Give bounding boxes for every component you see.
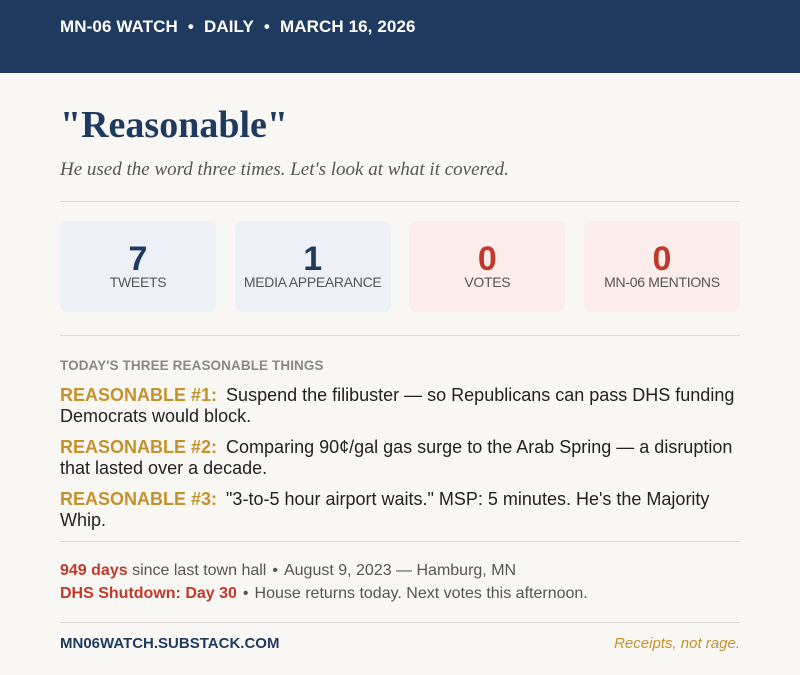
list-item [60, 489, 740, 531]
fact-separator: • [272, 562, 278, 579]
shutdown-counter: DHS Shutdown: Day 30 [60, 585, 237, 602]
stat-card-mn06-mentions [584, 221, 740, 312]
stat-label: TWEETS [109, 274, 167, 290]
divider [60, 622, 740, 623]
item-text: Comparing 90¢/gal gas surge to the Arab Spring — a disruption that lasted over a decade. [60, 437, 733, 478]
list-item [60, 437, 740, 479]
shutdown-detail: House returns today. Next votes this afternoon. [254, 585, 588, 602]
stat-label: MN-06 MENTIONS [604, 274, 720, 290]
divider [60, 335, 740, 336]
stat-value: 1 [303, 240, 323, 278]
fact-separator: • [242, 585, 249, 602]
stats-row [60, 221, 740, 312]
shutdown-line [60, 582, 740, 605]
footer-tagline: Receipts, not rage. [614, 635, 740, 652]
item-tag: REASONABLE #3: [60, 489, 218, 509]
issue-date: MARCH 16, 2026 [279, 17, 416, 36]
townhall-detail: August 9, 2023 — Hamburg, MN [283, 562, 517, 579]
item-text: Suspend the filibuster — so Republicans can pass DHS funding Democrats would block. [60, 385, 735, 426]
stat-card-media-appearance [235, 221, 391, 312]
masthead-separator: • [187, 17, 194, 36]
page-title: "Reasonable" [60, 104, 288, 146]
townhall-days: 949 days [60, 562, 128, 579]
page-subtitle: He used the word three times. Let's look at what it covered. [60, 159, 509, 180]
divider [60, 201, 740, 202]
stat-label: VOTES [464, 274, 511, 290]
footer [60, 635, 740, 652]
brand-name: MN-06 WATCH [60, 17, 178, 36]
article-body [0, 103, 800, 652]
reasonable-list [60, 385, 740, 531]
fact-lines [60, 559, 740, 605]
divider [60, 541, 740, 542]
masthead-separator: • [263, 17, 270, 36]
section-heading: TODAY'S THREE REASONABLE THINGS [60, 358, 324, 373]
item-tag: REASONABLE #2: [60, 437, 218, 457]
item-text: "3-to-5 hour airport waits." MSP: 5 minutes. He's the Majority Whip. [60, 489, 710, 530]
list-item [60, 385, 740, 427]
edition-label: DAILY [203, 17, 254, 36]
stat-value: 0 [477, 240, 497, 278]
stat-card-tweets [60, 221, 216, 312]
stat-label: MEDIA APPEARANCE [243, 274, 382, 290]
stat-value: 7 [128, 240, 148, 278]
stat-card-votes [409, 221, 565, 312]
masthead-bar [0, 0, 800, 73]
masthead-line [60, 17, 740, 37]
townhall-text: since last town hall [132, 562, 267, 579]
townhall-line [60, 559, 740, 582]
item-tag: REASONABLE #1: [60, 385, 218, 405]
site-link[interactable]: MN06WATCH.SUBSTACK.COM [60, 635, 280, 652]
stat-value: 0 [652, 240, 672, 278]
